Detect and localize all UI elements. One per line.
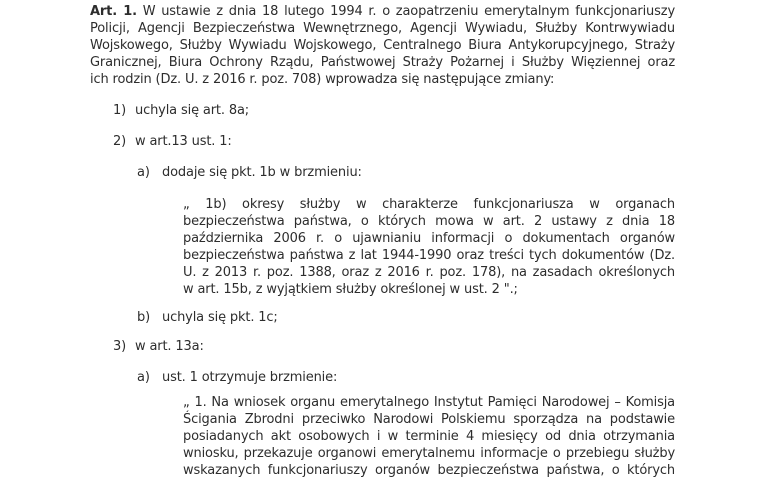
quote-line: „ 1. Na wniosek organu emerytalnego Instytut Pamięci Narodowej – Komisja xyxy=(183,395,675,410)
list-item-3 xyxy=(90,338,675,355)
item-marker: a) xyxy=(137,370,150,385)
quote-line: posiadanych akt osobowych i w terminie 4 miesięcy od dnia otrzymania xyxy=(183,429,675,444)
article-label: Art. 1. xyxy=(90,4,137,19)
quote-line: bezpieczeństwa państwa z lat 1944-1990 oraz treści tych dokumentów (Dz. xyxy=(183,248,675,263)
intro-paragraph xyxy=(90,3,675,88)
quote-line: wskazanych funkcjonariuszy organów bezpieczeństwa państwa, o których xyxy=(183,463,675,478)
list-item-2a xyxy=(90,164,675,181)
item-marker: 2) xyxy=(113,134,127,149)
paragraph-line: ich rodzin (Dz. U. z 2016 r. poz. 708) wprowadza się następujące zmiany: xyxy=(90,72,555,87)
item-marker: b) xyxy=(137,310,151,325)
item-marker: 1) xyxy=(113,103,127,118)
item-text: w art. 13a: xyxy=(135,339,204,354)
paragraph-line: Policji, Agencji Bezpieczeństwa Wewnętrznego, Agencji Wywiadu, Służby Kontrwywiadu xyxy=(90,21,675,36)
quote-line: w art. 15b, z wyjątkiem służby określonej w ust. 2 ".; xyxy=(183,282,518,297)
quote-line: U. z 2013 r. poz. 1388, oraz z 2016 r. poz. 178), na zasadach określonych xyxy=(183,265,675,280)
item-text: w art.13 ust. 1: xyxy=(135,134,232,149)
quote-line: października 2006 r. o ujawnianiu informacji o dokumentach organów xyxy=(183,231,675,246)
paragraph-line-text: W ustawie z dnia 18 lutego 1994 r. o zaopatrzeniu emerytalnym funkcjonariuszy xyxy=(136,4,675,19)
paragraph-line: Granicznej, Biura Ochrony Rządu, Państwowej Straży Pożarnej i Służby Więziennej oraz xyxy=(90,55,675,70)
item-text: uchyla się pkt. 1c; xyxy=(162,310,278,325)
list-item-2b xyxy=(90,309,675,326)
quote-line: „ 1b) okresy służby w charakterze funkcjonariusza w organach xyxy=(183,197,675,212)
item-marker: a) xyxy=(137,165,150,180)
item-text: uchyla się art. 8a; xyxy=(135,103,249,118)
paragraph-line xyxy=(90,3,675,20)
item-text: ust. 1 otrzymuje brzmienie: xyxy=(162,370,338,385)
quote-line: wniosku, przekazuje organowi emerytalnemu informacje o przebiegu służby xyxy=(183,446,675,461)
quote-block-13a xyxy=(183,394,675,479)
quote-block-1b xyxy=(183,196,675,298)
quote-line: Ścigania Zbrodni przeciwko Narodowi Polskiemu sporządza na podstawie xyxy=(183,412,675,427)
list-item-1 xyxy=(90,102,675,119)
list-item-2 xyxy=(90,133,675,150)
paragraph-line: Wojskowego, Służby Wywiadu Wojskowego, Centralnego Biura Antykorupcyjnego, Straży xyxy=(90,38,675,53)
item-text: dodaje się pkt. 1b w brzmieniu: xyxy=(162,165,362,180)
quote-line: bezpieczeństwa państwa, o których mowa w art. 2 ustawy z dnia 18 xyxy=(183,214,675,229)
list-item-3a xyxy=(90,369,675,386)
item-marker: 3) xyxy=(113,339,127,354)
